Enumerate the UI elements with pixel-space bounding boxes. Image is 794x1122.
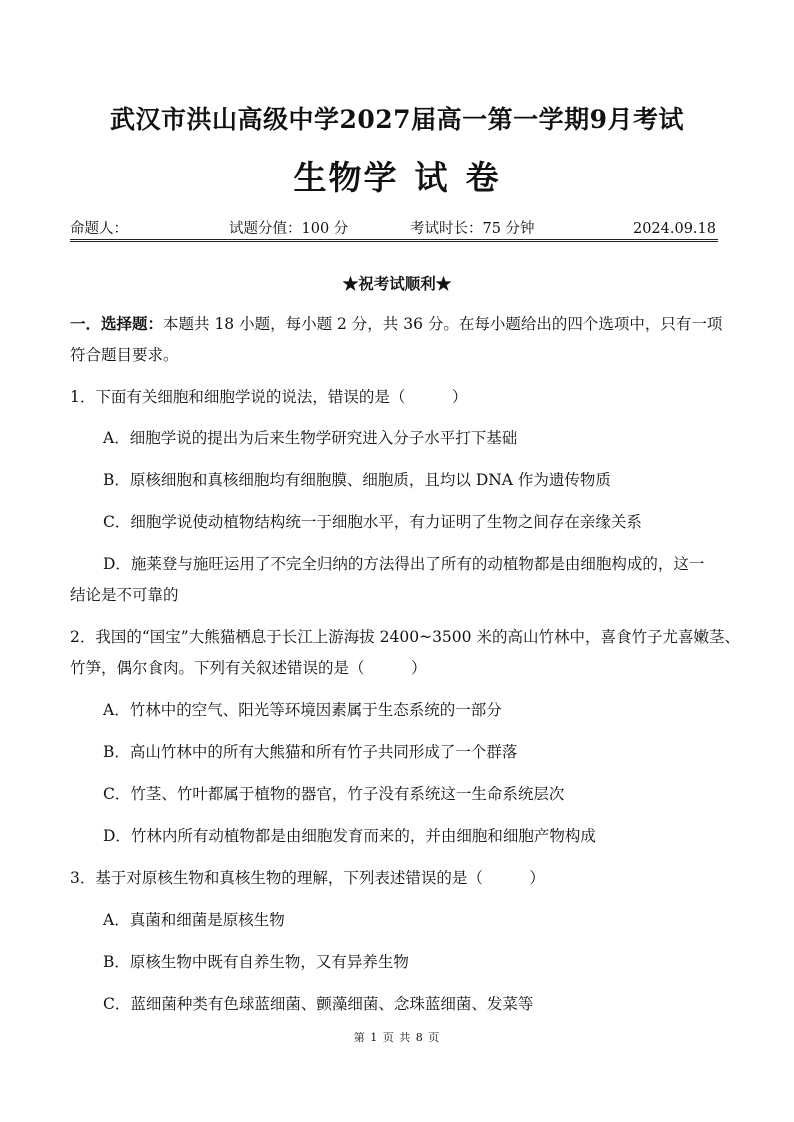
- score-field: 试题分值：100 分: [229, 221, 349, 237]
- question-1-option-d-cont: 结论是不可靠的: [70, 586, 179, 604]
- subject-word-1: 试: [414, 158, 450, 197]
- exam-info-row: [70, 219, 718, 240]
- section-text-cont: 符合题目要求。: [70, 346, 179, 364]
- good-luck-banner: ★祝考试顺利★: [342, 274, 452, 293]
- date-field: 2024.09.18: [632, 221, 716, 237]
- section-text: 本题共 18 小题，每小题 2 分，共 36 分。在每小题给出的四个选项中，只有一项: [163, 315, 723, 333]
- subject-word-2: 卷: [465, 158, 501, 197]
- question-1-option-c: C．细胞学说使动植物结构统一于细胞水平，有力证明了生物之间存在亲缘关系: [103, 513, 642, 531]
- question-3-stem: 3．基于对原核生物和真核生物的理解，下列表述错误的是（ ）: [70, 869, 545, 887]
- section-instructions: [70, 314, 730, 334]
- duration-field: 考试时长：75 分钟: [410, 221, 535, 237]
- question-2-option-b: B．高山竹林中的所有大熊猫和所有竹子共同形成了一个群落: [103, 743, 518, 761]
- question-3-option-b: B．原核生物中既有自养生物，又有异养生物: [103, 953, 409, 971]
- question-2-stem-cont: 竹笋，偶尔食肉。下列有关叙述错误的是（ ）: [70, 659, 427, 677]
- subject-title: [0, 152, 794, 199]
- question-2-option-c: C．竹茎、竹叶都属于植物的器官，竹子没有系统这一生命系统层次: [103, 785, 565, 803]
- author-field: 命题人：: [70, 221, 128, 237]
- question-2-stem: 2．我国的“国宝”大熊猫栖息于长江上游海拔 2400~3500 米的高山竹林中，喜食竹子尤喜嫩茎、: [70, 628, 740, 646]
- question-1-option-a: A．细胞学说的提出为后来生物学研究进入分子水平打下基础: [103, 429, 518, 447]
- question-1-option-d: D．施莱登与施旺运用了不完全归纳的方法得出了所有的动植物都是由细胞构成的，这一: [103, 555, 705, 573]
- question-3-option-c: C．蓝细菌种类有色球蓝细菌、颤藻细菌、念珠蓝细菌、发菜等: [103, 995, 534, 1013]
- question-1-option-b: B．原核细胞和真核细胞均有细胞膜、细胞质，且均以 DNA 作为遗传物质: [103, 471, 611, 489]
- question-3-option-a: A．真菌和细菌是原核生物: [103, 911, 285, 929]
- section-label: 一．选择题：: [70, 314, 164, 333]
- question-2-option-a: A．竹林中的空气、阳光等环境因素属于生态系统的一部分: [103, 701, 502, 719]
- question-1-stem: 1．下面有关细胞和细胞学说的说法，错误的是（ ）: [70, 388, 468, 406]
- exam-title: 武汉市洪山高级中学2027届高一第一学期9月考试: [110, 105, 684, 134]
- page-footer: 第 1 页 共 8 页: [353, 1031, 441, 1044]
- subject-name: 生物学: [293, 158, 399, 197]
- question-2-option-d: D．竹林内所有动植物都是由细胞发育而来的，并由细胞和细胞产物构成: [103, 827, 596, 845]
